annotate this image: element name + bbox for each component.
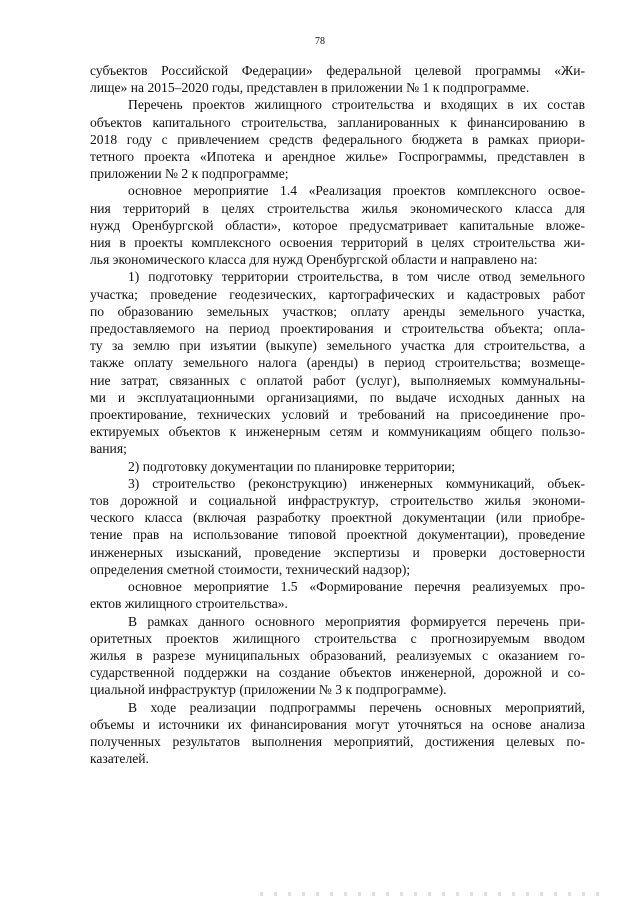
text-line: Перечень проектов жилищного строительства и входящих в их состав xyxy=(128,97,585,113)
text-line: ту за землю при изъятии (выкупе) земельного участка для строительства, а xyxy=(90,338,585,354)
text-line: лья экономического класса для нужд Оренбургской области и направлено на: xyxy=(90,252,538,268)
document-body xyxy=(90,62,585,767)
text-line: определения сметной стоимости, технический надзор); xyxy=(90,561,411,577)
text-line: тетного проекта «Ипотека и арендное жилье» Госпрограммы, представлен в xyxy=(90,149,585,165)
text-line: субъектов Российской Федерации» федеральной целевой программы «Жи- xyxy=(90,63,585,78)
text-line: оритетных проектов жилищного строительства с прогнозируемым вводом xyxy=(90,630,585,646)
text-line: объемы и источники их финансирования могут уточняться на основе анализа xyxy=(90,716,585,732)
text-line: ния в проекты комплексного освоения территорий в целях строительства жи- xyxy=(90,235,585,251)
text-line: вания; xyxy=(90,441,127,457)
text-line: 2018 году с привлечением средств федерального бюджета в рамках приори- xyxy=(90,131,585,147)
text-line: приложении № 2 к подпрограмме; xyxy=(90,166,289,182)
text-line: циальной инфраструктур (приложении № 3 к подпрограмме). xyxy=(90,682,447,698)
text-line: основное мероприятие 1.4 «Реализация проектов комплексного освое- xyxy=(128,183,585,199)
text-line: полученных результатов выполнения мероприятий, достижения целевых по- xyxy=(90,733,585,749)
text-line: ектируемых объектов к инженерным сетям и коммуникациям общего пользо- xyxy=(90,424,585,440)
text-line: предоставляемого на период проектирования и строительства объекта; опла- xyxy=(90,321,585,337)
text-line: казателей. xyxy=(90,751,149,767)
text-line: лище» на 2015–2020 годы, представлен в приложении № 1 к подпрограмме. xyxy=(90,80,530,96)
text-line: В рамках данного основного мероприятия формируется перечень при- xyxy=(128,613,585,629)
text-line: сударственной поддержки на создание объектов инженерной, дорожной и со- xyxy=(90,665,585,681)
text-line: тение прав на использование типовой проектной документации), проведение xyxy=(90,527,585,543)
text-line: нужд Оренбургской области», которое предусматривает капитальные вложе- xyxy=(90,217,585,233)
text-line: также оплату земельного налога (аренды) в период строительства; возмеще- xyxy=(90,355,585,371)
text-line: ектов жилищного строительства». xyxy=(90,596,288,612)
page-number: 78 xyxy=(315,36,325,47)
text-line: 3) строительство (реконструкцию) инженерных коммуникаций, объек- xyxy=(128,475,585,491)
text-line: ние затрат, связанных с оплатой работ (услуг), выполняемых коммунальны- xyxy=(90,372,585,388)
text-line: жилья в разрезе муниципальных образований, реализуемых с оказанием го- xyxy=(90,647,585,663)
text-line: ческого класса (включая разработку проектной документации (или приобре- xyxy=(90,510,585,526)
scan-artifact xyxy=(260,892,600,896)
text-line: 2) подготовку документации по планировке территории; xyxy=(128,458,456,474)
text-line: тов дорожной и социальной инфраструктур, строительство жилья экономи- xyxy=(90,493,585,509)
text-line: объектов капитального строительства, запланированных к финансированию в xyxy=(90,114,585,130)
text-line: участка; проведение геодезических, картографических и кадастровых работ xyxy=(90,286,585,302)
text-line: ния территорий в целях строительства жилья экономического класса для xyxy=(90,200,585,216)
text-line: инженерных изысканий, проведение экспертизы и проверки достоверности xyxy=(90,544,585,560)
text-line: по образованию земельных участков; оплату аренды земельного участка, xyxy=(90,303,585,319)
text-line: ми и эксплуатационными организациями, по выдаче исходных данных на xyxy=(90,389,585,405)
text-line: основное мероприятие 1.5 «Формирование перечня реализуемых про- xyxy=(128,579,585,595)
text-line: проектирование, технических условий и требований на присоединение про- xyxy=(90,407,585,423)
text-line: В ходе реализации подпрограммы перечень основных мероприятий, xyxy=(128,699,585,715)
text-line: 1) подготовку территории строительства, в том числе отвод земельного xyxy=(128,269,585,285)
